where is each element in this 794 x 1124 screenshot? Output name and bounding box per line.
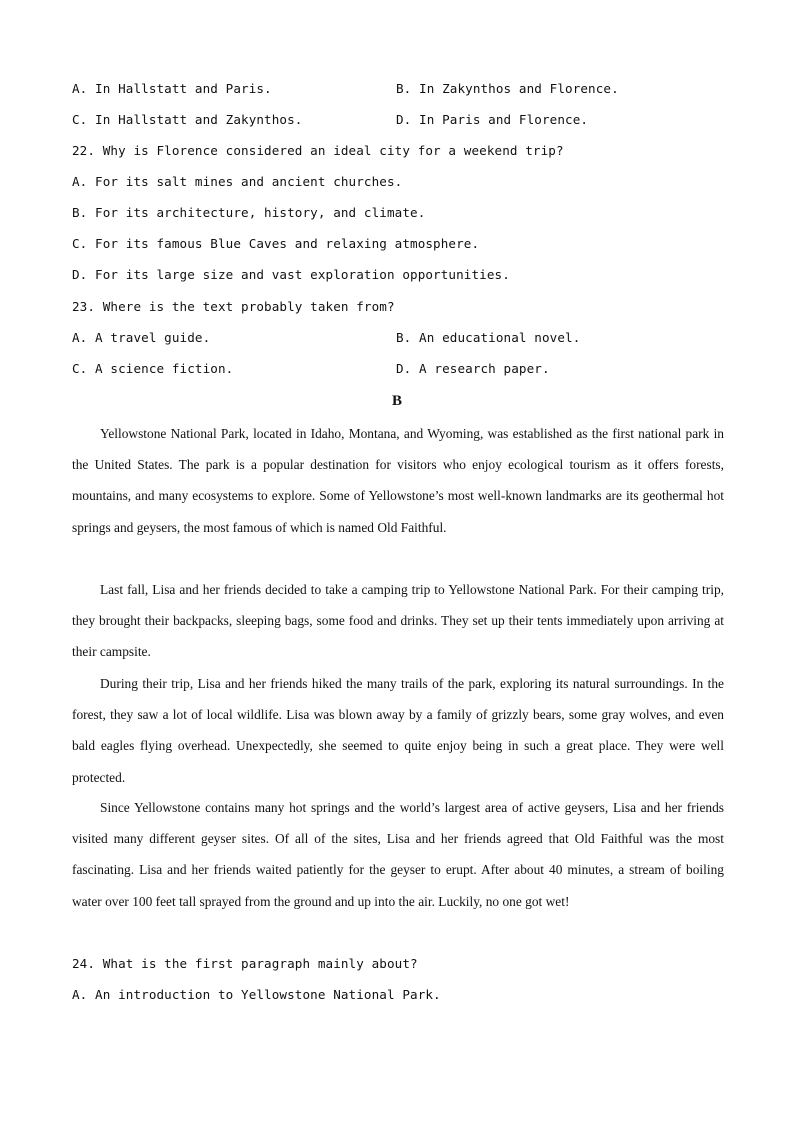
q21-option-c: C. In Hallstatt and Zakynthos.: [72, 112, 303, 127]
section-b-title: B: [391, 393, 402, 409]
q23-option-c: C. A science fiction.: [72, 361, 234, 376]
q21-option-b: B. In Zakynthos and Florence.: [396, 81, 619, 96]
q24-question: 24. What is the first paragraph mainly about?: [72, 956, 418, 971]
q23-question: 23. Where is the text probably taken from?: [72, 299, 395, 314]
q22-question: 22. Why is Florence considered an ideal city for a weekend trip?: [72, 143, 564, 158]
q22-option-b: B. For its architecture, history, and climate.: [72, 205, 426, 220]
passage-paragraph-3: During their trip, Lisa and her friends hiked the many trails of the park, exploring its natural surroundings. In the forest, they saw a lot of local wildlife. Lisa was blown away by a family of grizzly bears, some gray wolves, and even bald eagles flying overhead. Unexpectedly, she seemed to quite enjoy being in such a great place. They were well protected.: [72, 676, 724, 785]
q23-option-a: A. A travel guide.: [72, 330, 211, 345]
passage-paragraph-1: Yellowstone National Park, located in Idaho, Montana, and Wyoming, was established as the first national park in the United States. The park is a popular destination for visitors who enjoy ecological tourism as it offers forests, mountains, and many ecosystems to explore. Some of Yellowstone’s most well-known landmarks are its geothermal hot springs and geysers, the most famous of which is named Old Faithful.: [72, 426, 724, 535]
q21-option-a: A. In Hallstatt and Paris.: [72, 81, 272, 96]
q22-option-d: D. For its large size and vast exploration opportunities.: [72, 267, 510, 282]
q24-option-a: A. An introduction to Yellowstone National Park.: [72, 987, 441, 1002]
q23-option-b: B. An educational novel.: [396, 330, 581, 345]
q22-option-a: A. For its salt mines and ancient churches.: [72, 174, 403, 189]
q22-option-c: C. For its famous Blue Caves and relaxing atmosphere.: [72, 236, 480, 251]
q23-option-d: D. A research paper.: [396, 361, 550, 376]
q21-option-d: D. In Paris and Florence.: [396, 112, 589, 127]
passage-paragraph-2: Last fall, Lisa and her friends decided to take a camping trip to Yellowstone National Park. For their camping trip, they brought their backpacks, sleeping bags, some food and drinks. They set up their tents immediately upon arriving at their campsite.: [72, 582, 724, 660]
passage-paragraph-4: Since Yellowstone contains many hot springs and the world’s largest area of active geysers, Lisa and her friends visited many different geyser sites. Of all of the sites, Lisa and her friends agreed that Old Faithful was the most fascinating. Lisa and her friends waited patiently for the geyser to erupt. After about 40 minutes, a stream of boiling water over 100 feet tall sprayed from the ground and up into the air. Luckily, no one got wet!: [72, 800, 724, 909]
